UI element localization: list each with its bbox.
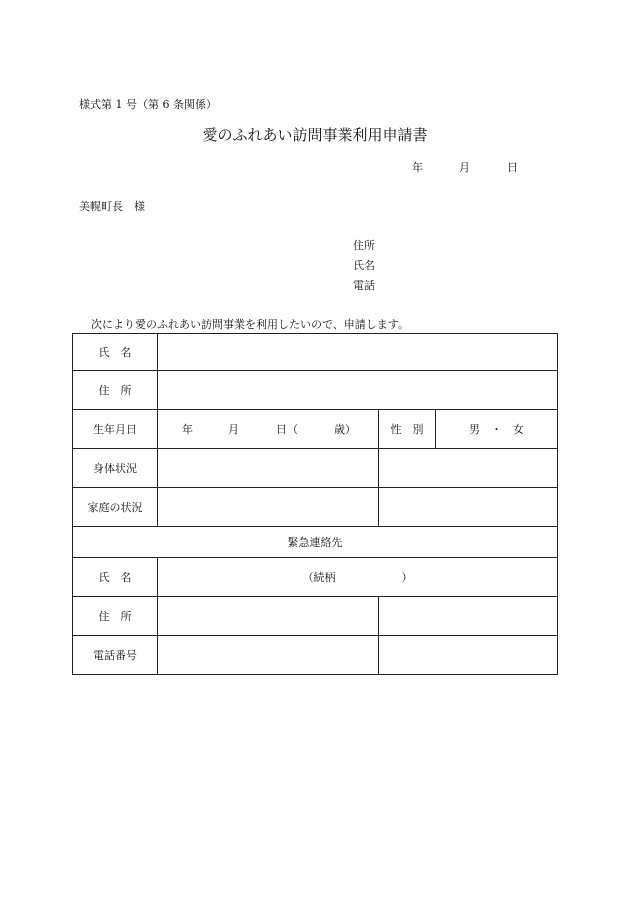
row-emergency-address [73,597,558,636]
family-label: 家庭の状況 [73,488,158,527]
row-emergency-header [73,527,558,558]
address-label: 住 所 [73,371,158,410]
intro-text: 次により愛のふれあい訪問事業を利用したいので、申請します。 [91,318,409,331]
em-address-label: 住 所 [73,597,158,636]
row-name [73,334,558,371]
row-birth [73,410,558,449]
row-address [73,371,558,410]
birth-year-label: 年 [182,423,193,436]
birth-day-label: 日（ [276,423,298,436]
name-field[interactable] [158,334,558,371]
birth-label: 生年月日 [73,410,158,449]
physical-label: 身体状況 [73,449,158,488]
applicant-phone-label: 電話 [353,279,375,292]
birth-month-label: 月 [228,423,239,436]
sex-label: 性 別 [379,410,436,449]
document-title: 愛のふれあい訪問事業利用申請書 [202,126,428,144]
physical-field-1[interactable] [158,449,379,488]
addressee: 美幌町長 様 [79,200,145,213]
name-label: 氏 名 [73,334,158,371]
row-physical [73,449,558,488]
em-phone-label: 電話番号 [73,636,158,675]
form-number: 様式第 1 号（第 6 条関係） [79,98,217,111]
physical-field-2[interactable] [379,449,558,488]
em-name-label: 氏 名 [73,558,158,597]
birth-field[interactable] [158,410,379,449]
family-field-1[interactable] [158,488,379,527]
date-year-label: 年 [412,161,423,174]
em-address-field-1[interactable] [158,597,379,636]
em-address-field-2[interactable] [379,597,558,636]
row-emergency-phone [73,636,558,675]
applicant-address-label: 住所 [353,239,375,252]
date-day-label: 日 [507,161,518,174]
birth-age-label: 歳） [334,423,356,436]
em-phone-field-2[interactable] [379,636,558,675]
em-relation-field[interactable]: （続柄 ） [158,558,558,597]
date-month-label: 月 [459,161,470,174]
application-form-table [72,333,558,675]
em-phone-field-1[interactable] [158,636,379,675]
family-field-2[interactable] [379,488,558,527]
applicant-name-label: 氏名 [353,259,375,272]
address-field[interactable] [158,371,558,410]
row-emergency-name [73,558,558,597]
sex-value[interactable]: 男 ・ 女 [436,410,558,449]
emergency-header: 緊急連絡先 [73,527,558,558]
row-family [73,488,558,527]
